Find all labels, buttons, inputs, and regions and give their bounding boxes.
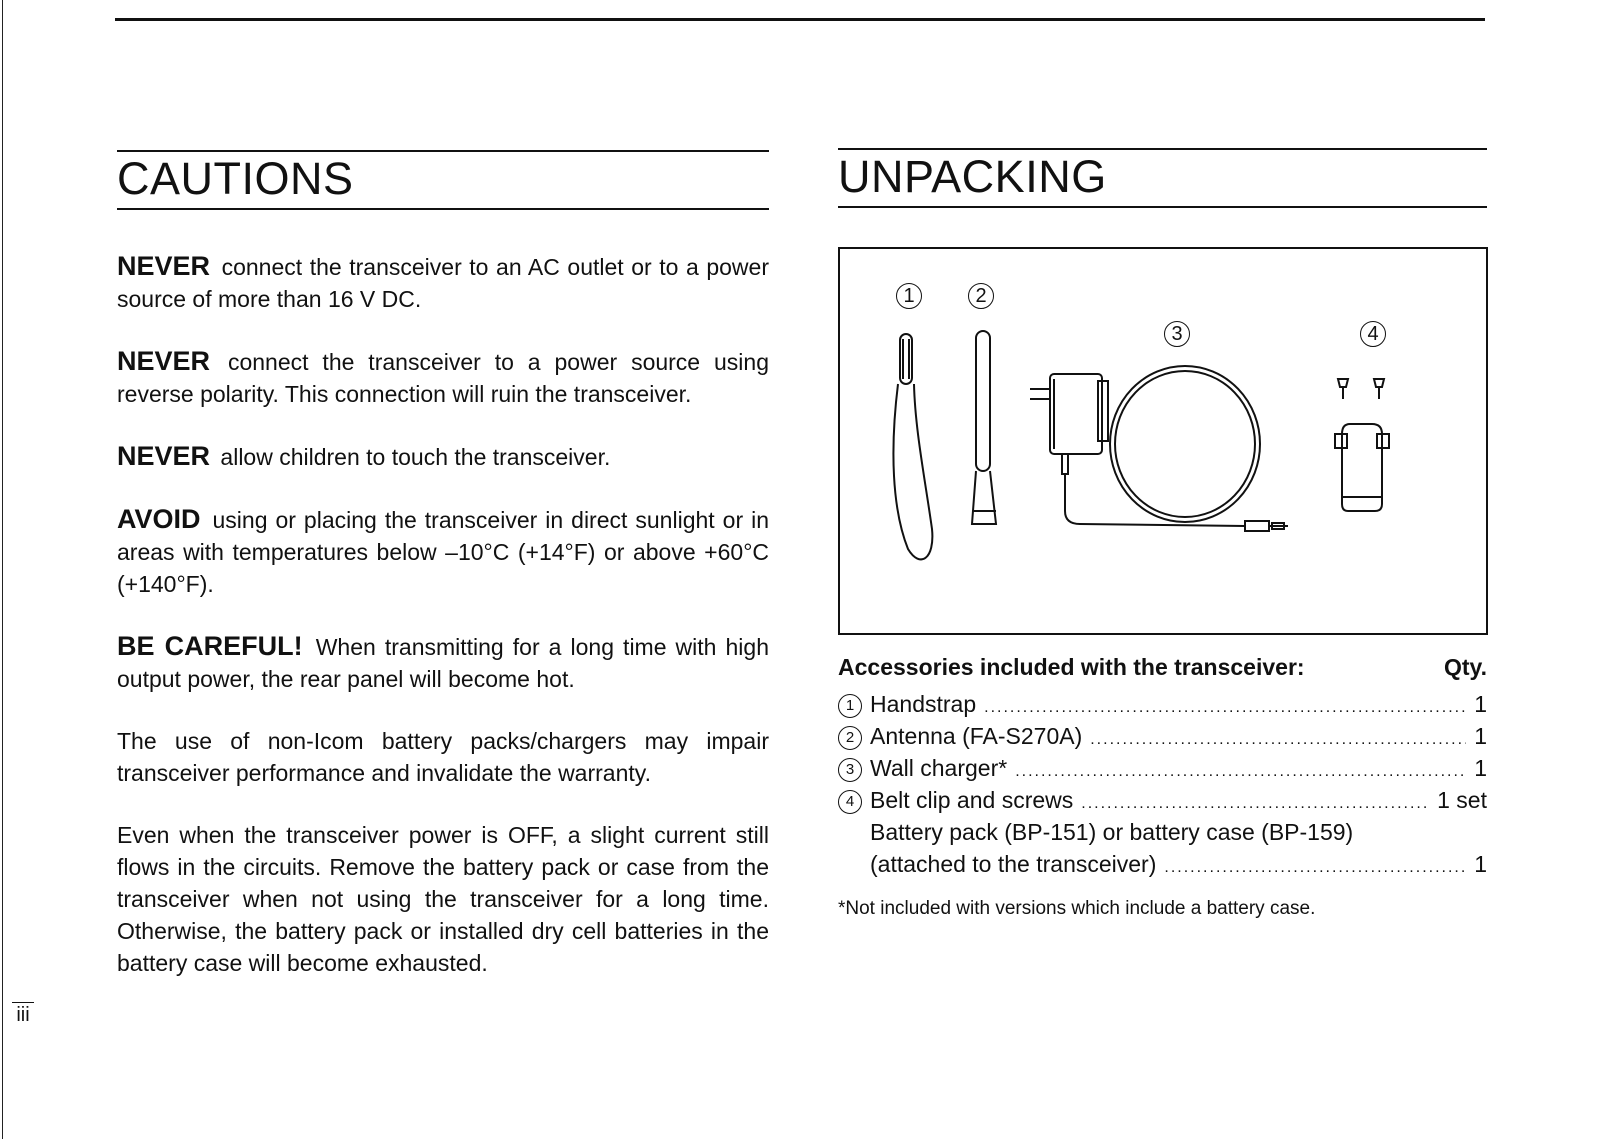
wall-charger-icon bbox=[1030, 366, 1288, 531]
caution-item bbox=[117, 250, 769, 315]
top-rule bbox=[115, 18, 1485, 21]
battery-line-1: Battery pack (BP-151) or battery case (BP-159) bbox=[870, 819, 1354, 845]
item-label: Belt clip and screws bbox=[870, 787, 1074, 813]
accessories-illustration bbox=[840, 249, 1486, 633]
page-number: iii bbox=[12, 1002, 34, 1025]
list-item bbox=[838, 816, 1487, 848]
item-label: Wall charger* bbox=[870, 755, 1008, 781]
caution-item bbox=[117, 345, 769, 410]
figure-number-3: 3 bbox=[1164, 321, 1190, 347]
item-qty: 1 set bbox=[1437, 787, 1487, 813]
caution-text: The use of non-Icom battery packs/chargers may impair transceiver performance and invalidate the warranty. bbox=[117, 728, 769, 786]
item-number: 3 bbox=[838, 758, 862, 782]
item-qty: 1 bbox=[1474, 691, 1487, 717]
dot-leader bbox=[1090, 724, 1466, 756]
cautions-title: CAUTIONS bbox=[117, 150, 769, 210]
dot-leader bbox=[1164, 852, 1466, 884]
caution-item bbox=[117, 440, 769, 473]
list-item bbox=[838, 720, 1487, 752]
unpacking-title: UNPACKING bbox=[838, 148, 1487, 208]
caution-keyword: BE CAREFUL! bbox=[117, 631, 303, 661]
accessories-header bbox=[838, 654, 1487, 681]
dot-leader bbox=[1015, 756, 1466, 788]
list-item bbox=[838, 784, 1487, 816]
accessories-list bbox=[838, 688, 1487, 880]
accessories-figure bbox=[838, 247, 1488, 635]
figure-number-4: 4 bbox=[1360, 321, 1386, 347]
item-number: 2 bbox=[838, 726, 862, 750]
item-qty: 1 bbox=[1474, 723, 1487, 749]
item-qty: 1 bbox=[1474, 755, 1487, 781]
cautions-section bbox=[117, 150, 769, 979]
unpacking-section bbox=[838, 148, 1487, 919]
list-item bbox=[838, 848, 1487, 880]
qty-header: Qty. bbox=[1443, 654, 1487, 680]
caution-item bbox=[117, 503, 769, 600]
item-number: 1 bbox=[838, 694, 862, 718]
caution-item bbox=[117, 725, 769, 789]
figure-number-1: 1 bbox=[896, 283, 922, 309]
item-label: Antenna (FA-S270A) bbox=[870, 723, 1083, 749]
antenna-icon bbox=[972, 331, 996, 524]
accessories-header-label: Accessories included with the transceiver: bbox=[838, 654, 1305, 680]
item-qty: 1 bbox=[1474, 851, 1487, 877]
footnote: *Not included with versions which include a battery case. bbox=[838, 898, 1316, 919]
caution-keyword: NEVER bbox=[117, 441, 211, 471]
list-item bbox=[838, 752, 1487, 784]
caution-item bbox=[117, 819, 769, 979]
belt-clip-icon bbox=[1335, 379, 1389, 511]
caution-item bbox=[117, 630, 769, 695]
handstrap-icon bbox=[893, 334, 932, 559]
caution-text: allow children to touch the transceiver. bbox=[220, 444, 611, 470]
list-item bbox=[838, 688, 1487, 720]
caution-text: When transmitting for a long time with high output power, the rear panel will become hot. bbox=[117, 634, 769, 692]
item-label: Handstrap bbox=[870, 691, 977, 717]
caution-keyword: NEVER bbox=[117, 251, 211, 281]
caution-keyword: NEVER bbox=[117, 346, 211, 376]
caution-text: connect the transceiver to an AC outlet or to a power source of more than 16 V DC. bbox=[117, 254, 769, 312]
figure-number-2: 2 bbox=[968, 283, 994, 309]
battery-line-2: (attached to the transceiver) bbox=[870, 851, 1157, 877]
caution-text: using or placing the transceiver in direct sunlight or in areas with temperatures below –10°C (+14°F) or above +60°C (+140°F). bbox=[117, 507, 770, 597]
caution-text: connect the transceiver to a power source using reverse polarity. This connection will ruin the transceiver. bbox=[117, 349, 769, 407]
page-edge-line bbox=[2, 0, 3, 1139]
caution-text: Even when the transceiver power is OFF, a slight current still flows in the circuits. Remove the battery pack or case from the transceiver when not using the transceiver for a long time. Otherwise, the battery pack or installed dry cell batteries in the battery case will become exhausted. bbox=[117, 822, 769, 976]
caution-keyword: AVOID bbox=[117, 504, 201, 534]
item-number: 4 bbox=[838, 790, 862, 814]
